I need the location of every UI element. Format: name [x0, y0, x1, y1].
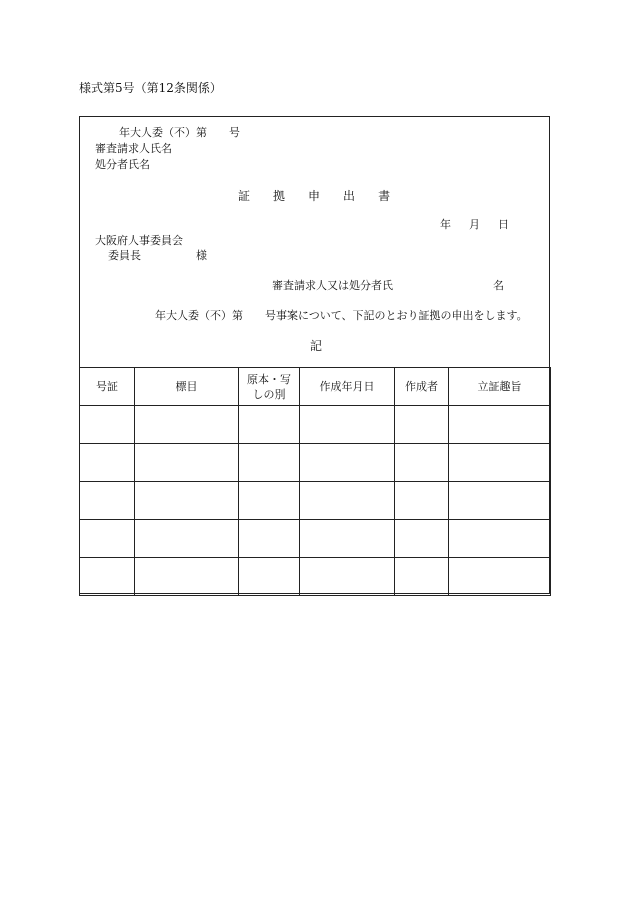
- number-cell[interactable]: [80, 482, 135, 520]
- header-original-or-copy-line1: 原本・写: [247, 372, 291, 386]
- author-cell[interactable]: [395, 558, 449, 596]
- table-row: [80, 558, 551, 596]
- header-original-or-copy-line2: しの別: [252, 387, 286, 401]
- applicant-name-label: 審査請求人又は処分者氏: [272, 279, 393, 292]
- created-date-cell[interactable]: [300, 558, 395, 596]
- created-date-cell[interactable]: [300, 520, 395, 558]
- subject-cell[interactable]: [135, 558, 239, 596]
- original-or-copy-cell[interactable]: [239, 482, 300, 520]
- form-label: 様式第5号（第12条関係）: [79, 81, 222, 95]
- date-line: [440, 219, 509, 230]
- purpose-cell[interactable]: [449, 482, 551, 520]
- claimant-name-label: 審査請求人氏名: [95, 142, 172, 155]
- created-date-cell[interactable]: [300, 482, 395, 520]
- applicant-name-suffix: 名: [493, 279, 504, 292]
- title-char: 書: [378, 189, 391, 203]
- table-row: [80, 482, 551, 520]
- case-reference-line: 年大人委（不）第 号: [119, 126, 240, 139]
- purpose-cell[interactable]: [449, 406, 551, 444]
- header-author: 作成者: [395, 368, 449, 406]
- author-cell[interactable]: [395, 482, 449, 520]
- original-or-copy-cell[interactable]: [239, 444, 300, 482]
- request-statement: 年大人委（不）第 号事案について、下記のとおり証拠の申出をします。: [155, 309, 528, 322]
- table-row: [80, 444, 551, 482]
- date-day-label: 日: [498, 218, 509, 231]
- subject-cell[interactable]: [135, 406, 239, 444]
- original-or-copy-cell[interactable]: [239, 406, 300, 444]
- number-cell[interactable]: [80, 406, 135, 444]
- title-char: 証: [238, 189, 251, 203]
- title-char: 拠: [273, 189, 286, 203]
- author-cell[interactable]: [395, 444, 449, 482]
- header-purpose: 立証趣旨: [449, 368, 551, 406]
- date-month-label: 月: [469, 218, 480, 231]
- purpose-cell[interactable]: [449, 444, 551, 482]
- document-title: [238, 190, 390, 202]
- number-cell[interactable]: [80, 520, 135, 558]
- subject-cell[interactable]: [135, 520, 239, 558]
- purpose-cell[interactable]: [449, 558, 551, 596]
- table-header-row: [80, 368, 551, 406]
- title-char: 出: [343, 189, 356, 203]
- number-cell[interactable]: [80, 558, 135, 596]
- header-subject: 標目: [135, 368, 239, 406]
- ki-heading: 記: [310, 339, 323, 353]
- table-row: [80, 520, 551, 558]
- header-original-or-copy: [239, 368, 300, 406]
- title-char: 申: [308, 189, 321, 203]
- header-created-date: 作成年月日: [300, 368, 395, 406]
- table-body: [80, 406, 551, 596]
- addressee-committee: 大阪府人事委員会: [95, 234, 183, 247]
- addressee-chair: 委員長 様: [108, 249, 207, 262]
- subject-cell[interactable]: [135, 444, 239, 482]
- created-date-cell[interactable]: [300, 444, 395, 482]
- created-date-cell[interactable]: [300, 406, 395, 444]
- author-cell[interactable]: [395, 520, 449, 558]
- respondent-name-label: 処分者氏名: [95, 158, 150, 171]
- author-cell[interactable]: [395, 406, 449, 444]
- evidence-table: [79, 367, 551, 596]
- original-or-copy-cell[interactable]: [239, 558, 300, 596]
- header-number: 号証: [80, 368, 135, 406]
- number-cell[interactable]: [80, 444, 135, 482]
- purpose-cell[interactable]: [449, 520, 551, 558]
- subject-cell[interactable]: [135, 482, 239, 520]
- original-or-copy-cell[interactable]: [239, 520, 300, 558]
- table-row: [80, 406, 551, 444]
- date-year-label: 年: [440, 218, 451, 231]
